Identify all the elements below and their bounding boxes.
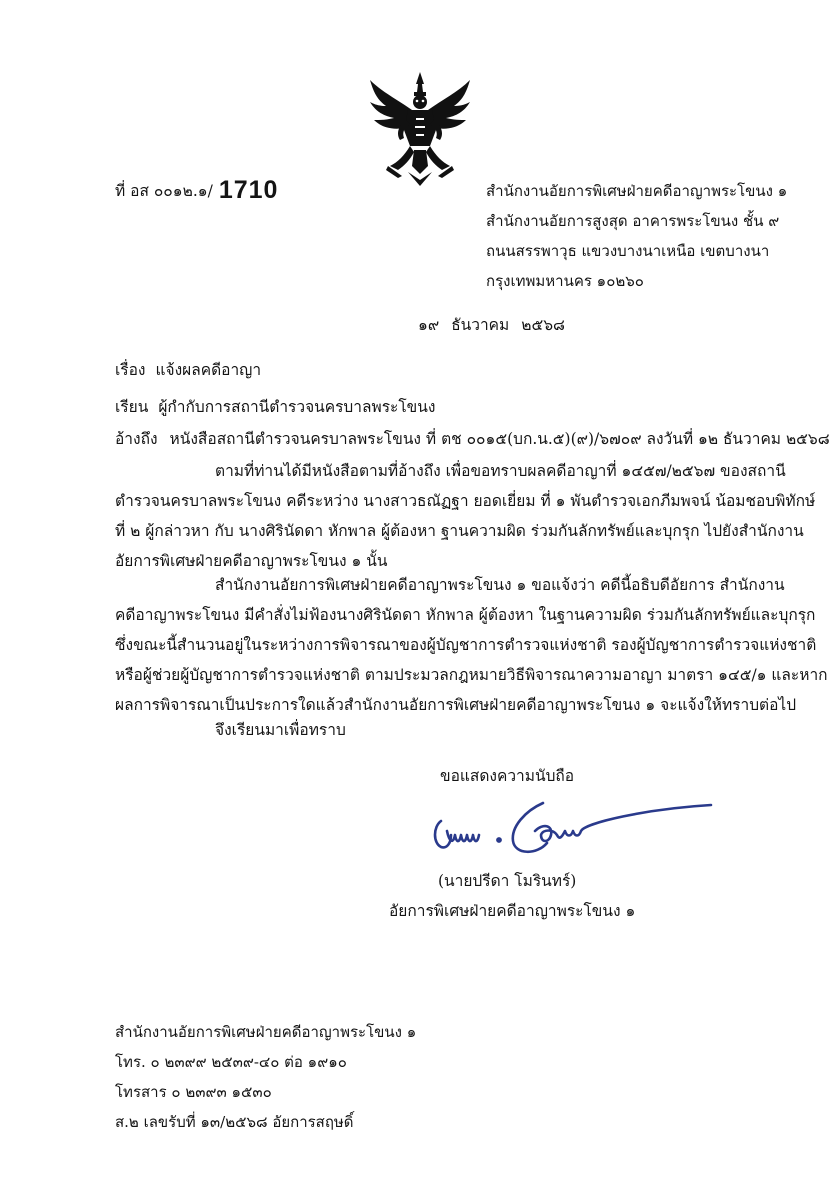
signatory-position: อัยการพิเศษฝ่ายคดีอาญาพระโขนง ๑	[389, 902, 636, 920]
address-line: กรุงเทพมหานคร ๑๐๒๖๐	[486, 272, 644, 290]
body-paragraph-2	[115, 570, 828, 720]
letter-footer	[115, 1017, 416, 1137]
closing-line: จึงเรียนมาเพื่อทราบ	[215, 721, 346, 739]
date-month: ธันวาคม	[451, 316, 510, 334]
document-number-value: 1710	[218, 176, 279, 204]
footer-telephone: โทร. ๐ ๒๓๙๙ ๒๕๓๙-๔๐ ต่อ ๑๙๑๐	[115, 1053, 347, 1071]
paragraph-line: คดีอาญาพระโขนง มีคำสั่งไม่ฟ้องนางศิรินัดดา หักพาล ผู้ต้องหา ในฐานความผิด ร่วมกันลักทรัพย์และบุกรุก	[115, 606, 816, 624]
date-day: ๑๙	[418, 316, 440, 334]
subject-value: แจ้งผลคดีอาญา	[155, 361, 262, 379]
recipient-value: ผู้กำกับการสถานีตำรวจนครบาลพระโขนง	[158, 398, 436, 416]
paragraph-line: ตำรวจนครบาลพระโขนง คดีระหว่าง นางสาวธณัฏฐา ยอดเยี่ยม ที่ ๑ พันตำรวจเอกภีมพจน์ น้อมชอบพิทักษ์	[115, 492, 816, 510]
footer-reference: ส.๒ เลขรับที่ ๑๓/๒๕๖๘ อัยการสฤษดิ์	[115, 1113, 354, 1131]
paragraph-line: อัยการพิเศษฝ่ายคดีอาญาพระโขนง ๑ นั้น	[115, 552, 388, 570]
subject-row	[115, 355, 261, 385]
recipient-row	[115, 392, 435, 422]
paragraph-line: สำนักงานอัยการพิเศษฝ่ายคดีอาญาพระโขนง ๑ ขอแจ้งว่า คดีนี้อธิบดีอัยการ สำนักงาน	[215, 576, 785, 594]
address-line: สำนักงานอัยการพิเศษฝ่ายคดีอาญาพระโขนง ๑	[486, 182, 788, 200]
address-line: สำนักงานอัยการสูงสุด อาคารพระโขนง ชั้น ๙	[486, 212, 780, 230]
recipient-label: เรียน	[115, 398, 149, 416]
document-number	[115, 176, 278, 205]
paragraph-line: หรือผู้ช่วยผู้บัญชาการตำรวจแห่งชาติ ตามประมวลกฎหมายวิธีพิจารณาความอาญา มาตรา ๑๔๕/๑ และหาก	[115, 666, 828, 684]
garuda-emblem-icon	[368, 70, 472, 188]
address-line: ถนนสรรพาวุธ แขวงบางนาเหนือ เขตบางนา	[486, 242, 770, 260]
reference-label: อ้างถึง	[115, 430, 158, 448]
signatory-name: (นายปรีดา โมรินทร์)	[438, 872, 577, 890]
body-paragraph-1	[115, 456, 816, 576]
subject-label: เรื่อง	[115, 361, 146, 379]
paragraph-line: ตามที่ท่านได้มีหนังสือตามที่อ้างถึง เพื่อขอทราบผลคดีอาญาที่ ๑๔๕๗/๒๕๖๗ ของสถานี	[215, 462, 786, 480]
reference-row	[115, 424, 830, 454]
footer-office: สำนักงานอัยการพิเศษฝ่ายคดีอาญาพระโขนง ๑	[115, 1023, 417, 1041]
reference-value: หนังสือสถานีตำรวจนครบาลพระโขนง ที่ ตช ๐๐๑๕(บก.น.๕)(๙)/๖๗๐๙ ลงวันที่ ๑๒ ธันวาคม ๒๕๖๘	[169, 430, 830, 448]
date-year: ๒๕๖๘	[521, 316, 566, 334]
signature-closing: ขอแสดงความนับถือ	[440, 767, 575, 785]
paragraph-line: ที่ ๒ ผู้กล่าวหา กับ นางศิรินัดดา หักพาล ผู้ต้องหา ฐานความผิด ร่วมกันลักทรัพย์และบุกรุก ไปยังสำนักงาน	[115, 522, 804, 540]
sender-address	[486, 176, 787, 296]
handwritten-signature	[425, 785, 715, 865]
footer-fax: โทรสาร ๐ ๒๓๙๓ ๑๕๓๐	[115, 1083, 272, 1101]
document-number-prefix: ที่ อส ๐๐๑๒.๑/	[115, 182, 213, 200]
paragraph-line: ผลการพิจารณาเป็นประการใดแล้วสำนักงานอัยการพิเศษฝ่ายคดีอาญาพระโขนง ๑ จะแจ้งให้ทราบต่อไป	[115, 696, 797, 714]
letter-date	[418, 312, 565, 337]
paragraph-line: ซึ่งขณะนี้สำนวนอยู่ในระหว่างการพิจารณาของผู้บัญชาการตำรวจแห่งชาติ รองผู้บัญชาการตำรวจแห่งชาติ	[115, 636, 817, 654]
